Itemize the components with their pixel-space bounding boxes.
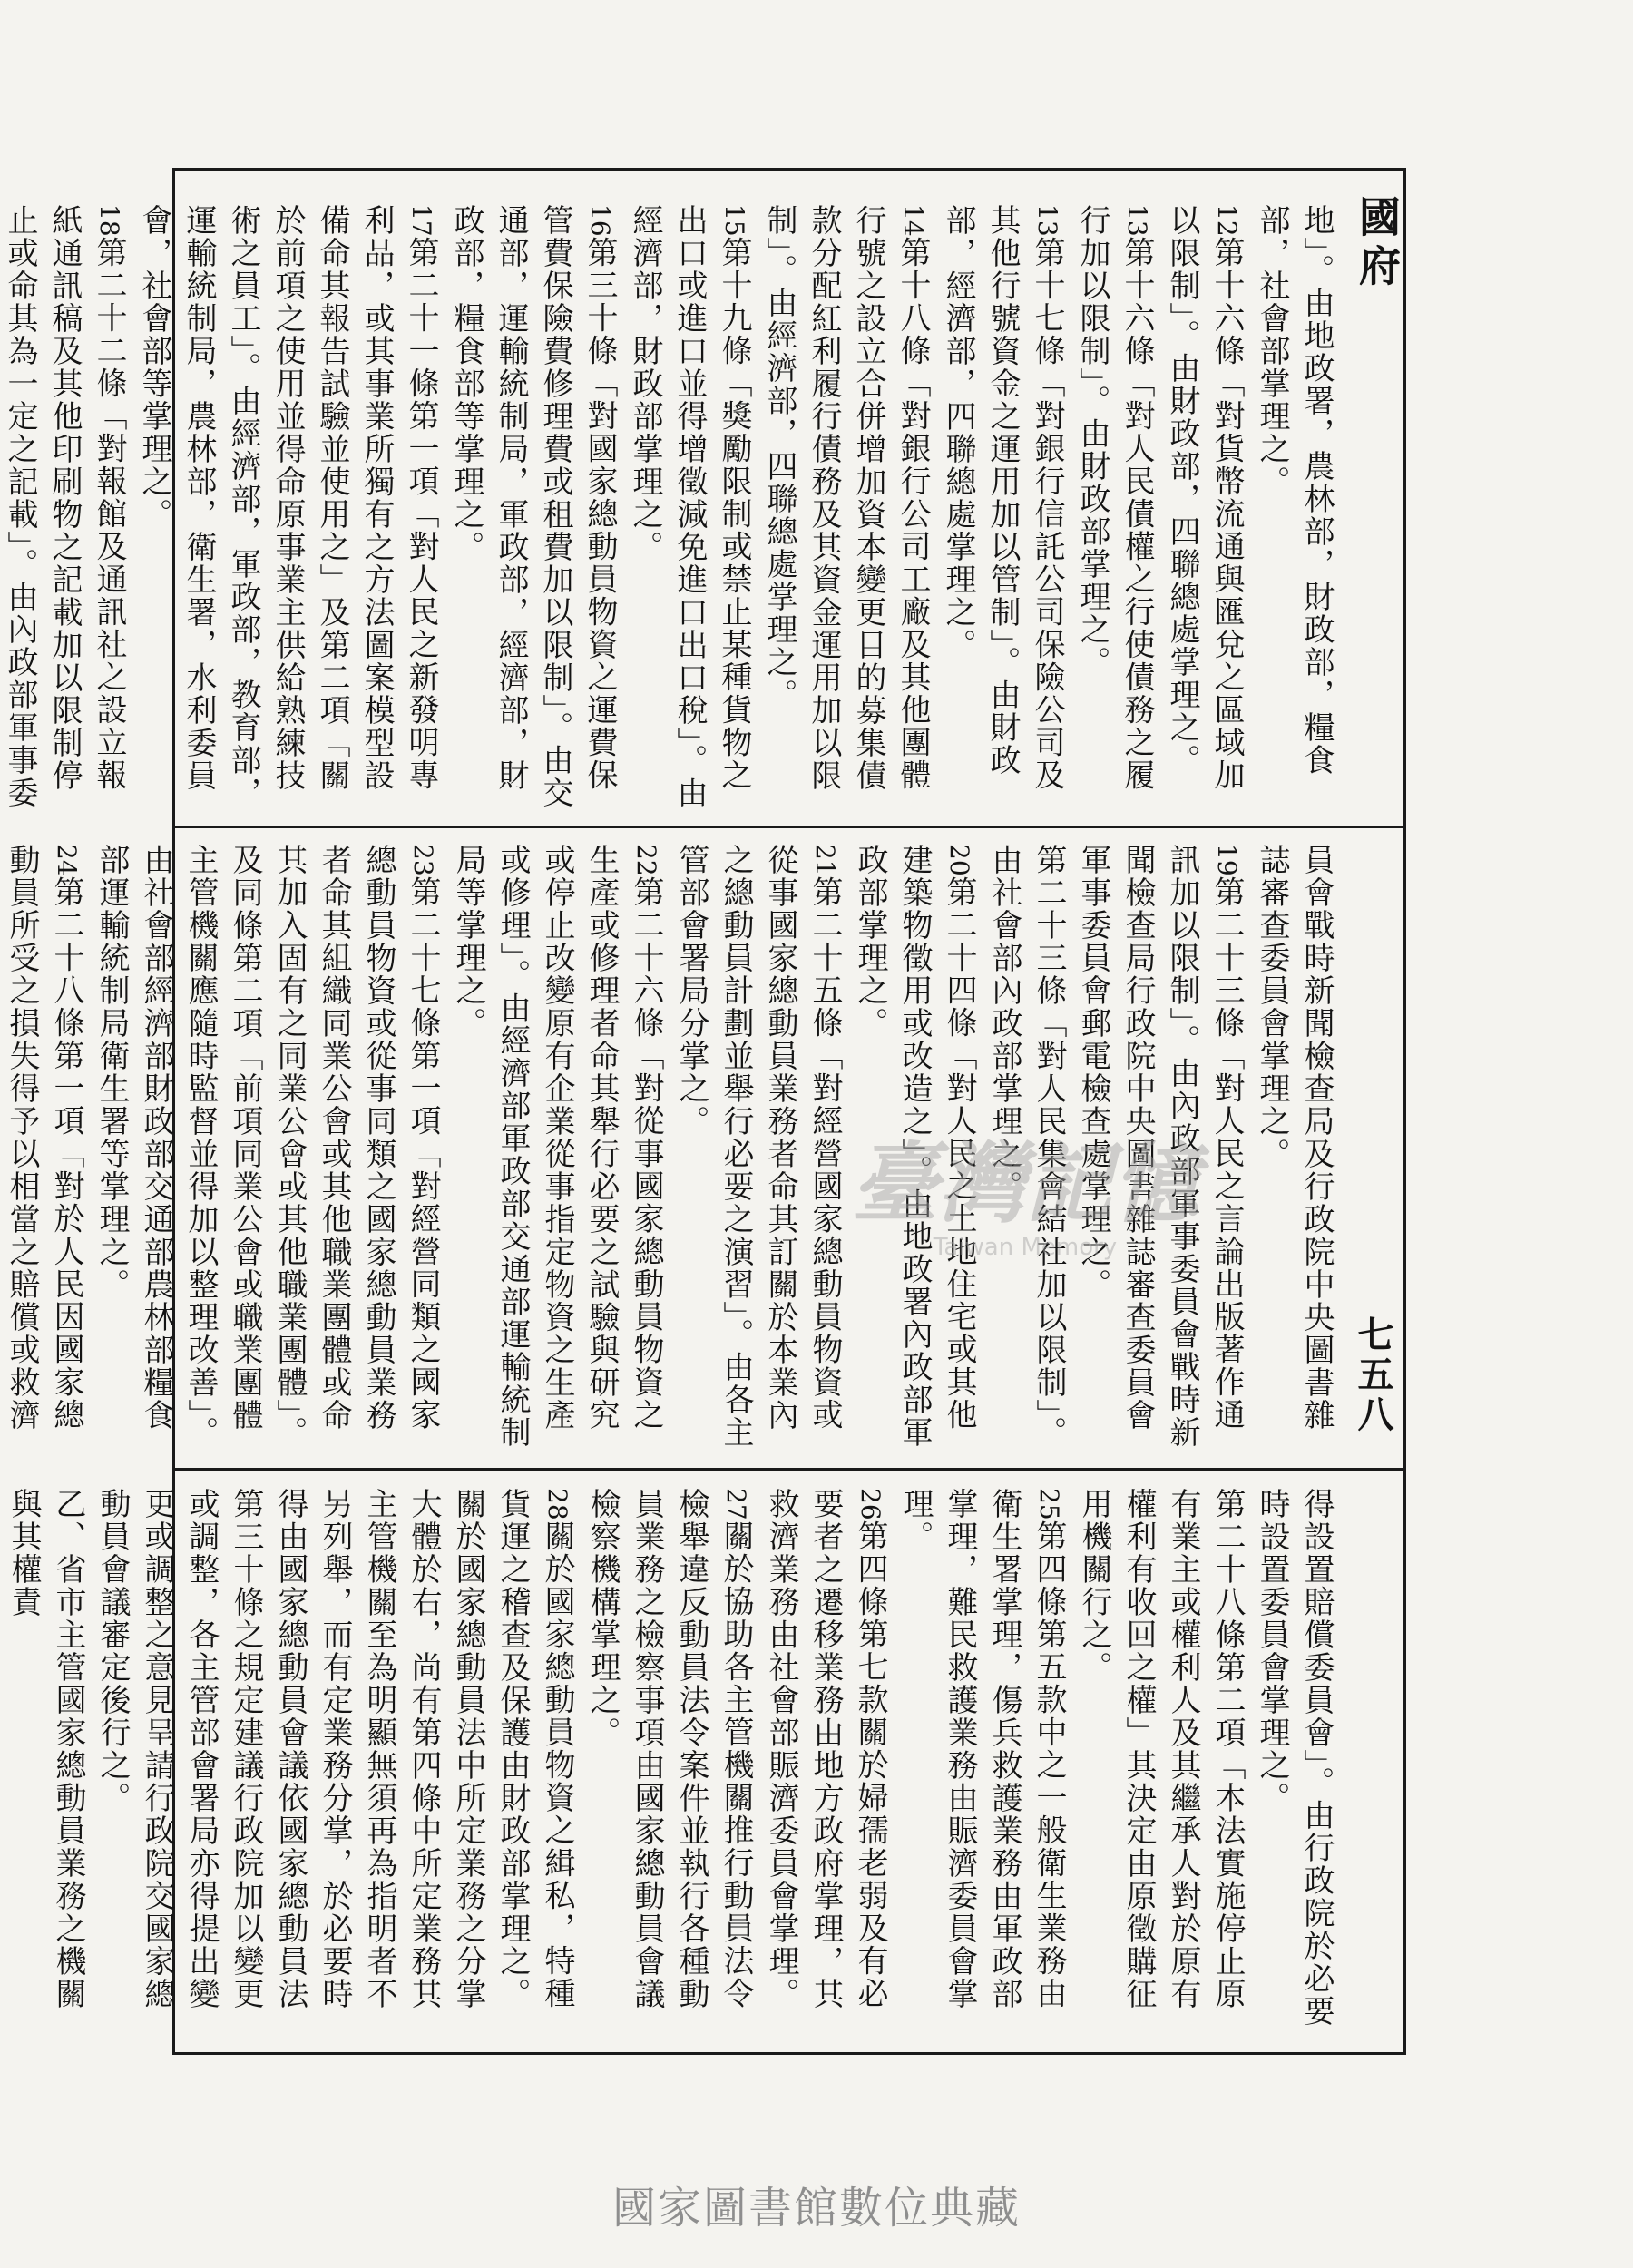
item-number: 28 [543, 1488, 572, 1520]
paragraph-text: 員會戰時新聞檢查局及行政院中央圖書雜誌審查委員會掌理之。 [1254, 844, 1335, 1432]
paragraph [847, 844, 982, 1461]
paragraph [1070, 204, 1159, 821]
item-number: 19 [1212, 844, 1242, 876]
item-number: 20 [944, 844, 974, 876]
paragraph-text: 地」。由地政署，農林部，財政部，糧食部，社會部掌理之。 [1254, 204, 1335, 777]
item-number: 13 [1122, 204, 1152, 237]
item-number: 27 [721, 1488, 751, 1520]
paragraph [758, 1488, 893, 2032]
paragraph-text: 第四條第七款關於婦孺老弱及有必要者之遷移業務由地方政府掌理，其救濟業務由社會部賑濟委員會掌理。 [763, 1488, 888, 2010]
paragraph [580, 1488, 758, 2032]
paragraph-text: 第二十二條「對報館及通訊社之設立報紙通訊稿及其他印刷物之記載加以限制停止或命其為一定之記載」。由內政部軍事委 [2, 204, 127, 809]
paragraph-text: 關於國家總動員法中所定業務之分掌大體於右，尚有第四條中所定業務其主管機關至為明顯無須再為指明者不另列舉，而有定業務分掌，於必要時得由國家總動員會議依國家總動員法第三十條之規定建議行政院加以變更或調整，各主管部會署局亦得提出變更或調整之意見呈請行政院交國家總動員會議審定後行之。 [94, 1488, 486, 2010]
paragraph [89, 844, 445, 1461]
item-number: 12 [1212, 204, 1242, 237]
item-number: 16 [585, 204, 615, 237]
paragraph [1, 1488, 90, 2032]
paragraph-text: 第十六條「對人民債權之行使債務之履行加以限制」。由財政部掌理之。 [1074, 204, 1155, 792]
paragraph [90, 1488, 490, 2032]
watermark-logo-subtitle: Taiwan Memory [933, 1234, 1118, 1261]
text-tier-middle [4, 844, 1338, 1461]
paragraph [1071, 844, 1249, 1461]
journal-title: 國府 [1353, 195, 1402, 293]
item-number: 26 [856, 1488, 885, 1520]
paragraph-text: 第二十三條「對人民之言論出版著作通訊加以限制」。由內政部軍事委員會戰時新聞檢查局行政院中央圖書雜誌審查委員會軍事委員會郵電檢查處掌理之。 [1075, 844, 1245, 1449]
paragraph-text: 乙、省市主管國家總動員業務之機關與其權責 [5, 1488, 86, 2010]
paragraph-text: 第二十八條第一項「對於人民因國家總動員所受之損失得予以相當之賠償或救濟 [4, 844, 84, 1432]
paragraph [1071, 1488, 1249, 2032]
tier-divider-1 [172, 826, 1406, 828]
paragraph [935, 204, 1070, 821]
paragraph [490, 1488, 580, 2032]
paragraph [757, 204, 935, 821]
paragraph [669, 844, 847, 1461]
paragraph [1249, 844, 1338, 1461]
text-tier-lower [5, 1488, 1338, 2032]
item-number: 25 [1034, 1488, 1064, 1520]
paragraph-text: 第十九條「獎勵限制或禁止某種貨物之出口或進口並得增徵減免進口出口稅」。由經濟部，財政部掌理之。 [627, 204, 752, 809]
paragraph [132, 204, 444, 821]
paragraph [622, 204, 757, 821]
item-number: 21 [810, 844, 840, 876]
paragraph-text: 第二十四條「對人民之土地住宅或其他建築物徵用或改造之」。由地政署內政部軍政部掌理之。 [852, 844, 977, 1449]
page-number: 七五八 [1352, 1315, 1394, 1435]
paragraph-text: 第二十六條「對從事國家總動員物資之生產或修理者命其舉行必要之試驗與研究或停止改變原有企業從事指定物資之生產或修理」。由經濟部軍政部交通部運輸統制局等掌理之。 [450, 844, 664, 1449]
paragraph-text: 第二十七條第一項「對經營同類之國家總動員物資或從事同類之國家總動員業務者命其組織同業公會或其他職業團體或命其加入固有之同業公會或其他職業團體」。及同條第二項「前項同業公會或職業團體主管機關應隨時監督並得加以整理改善」。由社會部經濟部財政部交通部農林部糧食部運輸統制局衛生署等掌理之。 [93, 844, 441, 1449]
item-number: 22 [631, 844, 661, 876]
paragraph [444, 204, 622, 821]
paragraph-text: 第二十三條「對人民集會結社加以限制」。由社會部內政部掌理之。 [986, 844, 1067, 1449]
paragraph [893, 1488, 1071, 2032]
archive-footer: 國家圖書館數位典藏 [611, 2183, 1021, 2234]
paragraph [1159, 204, 1249, 821]
item-number: 18 [94, 204, 124, 237]
paragraph [0, 204, 132, 821]
paragraph-text: 第二十一條第一項「對人民之新發明專利品，或其事業所獨有之方法圖案模型設備命其報告試驗並使用之」及第二項「關於前項之使用並得命原事業主供給熟練技術之員工」。由經濟部，軍政部，教育部，運輸統制局，農林部，衛生署，水利委員會，社會部等掌理之。 [136, 204, 439, 809]
tier-divider-2 [172, 1468, 1406, 1471]
paragraph [0, 844, 89, 1461]
paragraph-text: 第十八條「對銀行公司工廠及其他團體行號之設立合併增加資本變更目的募集債款分配紅利履行債務及其資金運用加以限制」。由經濟部，四聯總處掌理之。 [761, 204, 931, 792]
paragraph-text: 關於國家總動員物資之緝私，特種貨運之稽查及保護由財政部掌理之。 [494, 1488, 575, 2010]
item-number: 24 [52, 844, 82, 876]
paragraph-text: 第三十條「對國家總動員物資之運費保管費保險費修理費或租費加以限制」。由交通部，運輸統制局，軍政部，經濟部，財政部，糧食部等掌理之。 [448, 204, 618, 809]
paragraph-text: 第二十五條「對經營國家總動員物資或從事國家總動員業務者命其訂關於本業內之總動員計劃並舉行必要之演習」。由各主管部會署局分掌之。 [673, 844, 843, 1449]
item-number: 13 [1032, 204, 1062, 237]
item-number: 15 [719, 204, 749, 237]
paragraph [1249, 204, 1338, 821]
paragraph [445, 844, 669, 1461]
text-tier-upper [2, 204, 1338, 821]
paragraph [0, 1488, 1, 2032]
paragraph [982, 844, 1071, 1461]
paragraph-text: 關於協助各主管機關推行動員法令檢舉違反動員法令案件並執行各種動員業務之檢察事項由國家總動員會議檢察機構掌理之。 [584, 1488, 754, 2010]
paragraph-text: 第二十八條第二項「本法實施停止原有業主或權利人及其繼承人對於原有權利有收回之權」其決定由原徵購征用機關行之。 [1076, 1488, 1246, 2010]
paragraph-text: 第十六條「對貨幣流通與匯兌之區域加以限制」。由財政部，四聯總處掌理之。 [1164, 204, 1245, 792]
paragraph-text: 第四條第五款中之一般衛生業務由衛生署掌理，傷兵救護業務由軍政部掌理，難民救護業務由賑濟委員會掌理。 [897, 1488, 1067, 2010]
paragraph [1249, 1488, 1338, 2032]
item-number: 17 [406, 204, 436, 237]
paragraph-text: 第十七條「對銀行信託公司保險公司及其他行號資金之運用加以管制」。由財政部，經濟部，四聯總處掌理之。 [940, 204, 1065, 792]
item-number: 23 [408, 844, 438, 876]
item-number: 14 [898, 204, 928, 237]
watermark-logo-text: 臺灣記憶 [851, 1132, 1199, 1235]
paragraph-text: 得設置賠償委員會」。由行政院於必要時設置委員會掌理之。 [1254, 1488, 1335, 2028]
